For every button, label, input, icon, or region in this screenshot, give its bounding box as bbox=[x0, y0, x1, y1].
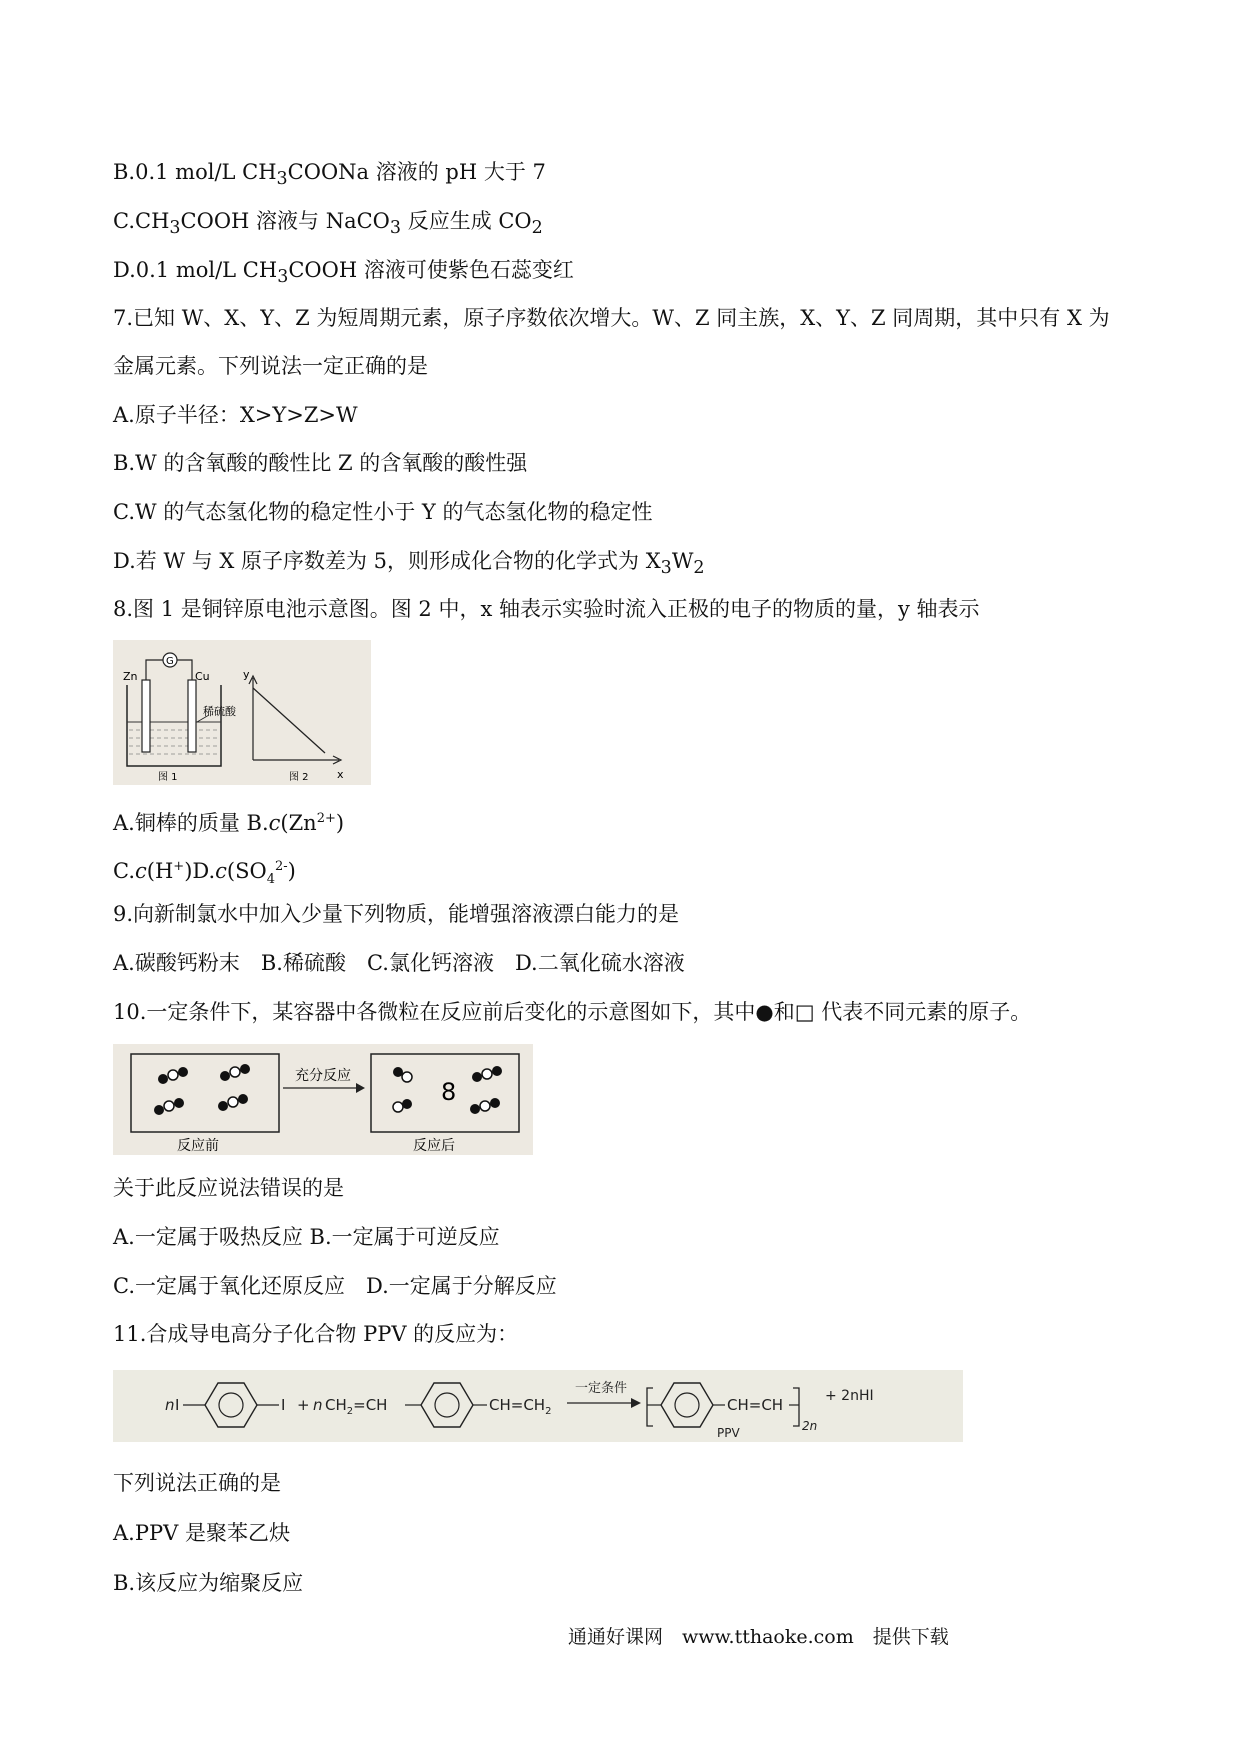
ppv-label: PPV bbox=[717, 1426, 740, 1440]
molecule-before-4 bbox=[218, 1094, 248, 1111]
polymer-unit: CH=CH bbox=[727, 1396, 784, 1414]
molecule-after-4 bbox=[470, 1098, 500, 1114]
molecule-before-2 bbox=[220, 1064, 250, 1081]
plus-sign: + bbox=[297, 1396, 310, 1414]
q9-stem: 9.向新制氯水中加入少量下列物质，能增强溶液漂白能力的是 bbox=[113, 902, 680, 926]
vinyl-b: $CH=CH_2$ bbox=[489, 1396, 552, 1417]
degree-subscript: 2n bbox=[802, 1419, 818, 1433]
q8-stem: 8.图 1 是铜锌原电池示意图。图 2 中，x 轴表示实验时流入正极的电子的物质的量，y 轴表示 bbox=[113, 597, 980, 621]
fig2-caption: 图 2 bbox=[289, 772, 309, 783]
coef-n1: n bbox=[165, 1396, 175, 1414]
reaction-condition: 一定条件 bbox=[575, 1381, 628, 1396]
galvanometer-label: G bbox=[166, 656, 174, 667]
q7-option-a: A.原子半径：X>Y>Z>W bbox=[113, 403, 358, 427]
iodine-1: I bbox=[175, 1396, 180, 1414]
molecule-after-2 bbox=[393, 1099, 412, 1112]
o2-molecule: 8 bbox=[441, 1078, 457, 1106]
iodine-2: I bbox=[281, 1396, 286, 1414]
coef-n2: n bbox=[313, 1396, 323, 1414]
ppv-reaction-equation bbox=[113, 1370, 963, 1442]
before-label: 反应前 bbox=[177, 1138, 219, 1154]
fig1-caption: 图 1 bbox=[158, 772, 178, 783]
molecule-before-1 bbox=[158, 1067, 188, 1084]
y-axis-label: y bbox=[243, 668, 250, 681]
benzene-ring-3 bbox=[661, 1383, 713, 1427]
option-d-line: D.0.1 mol/L $CH_3COOH$ 溶液可使紫色石蕊变红 bbox=[113, 258, 574, 288]
molecule-after-1 bbox=[393, 1067, 412, 1082]
q10-question: 关于此反应说法错误的是 bbox=[113, 1176, 344, 1200]
zn-label: Zn bbox=[123, 670, 138, 683]
q7-stem-line1: 7.已知 W、X、Y、Z 为短周期元素，原子序数依次增大。W、Z 同主族，X、Y、Z 同周期，其中只有 X 为 bbox=[113, 306, 1110, 330]
benzene-ring-1 bbox=[205, 1383, 257, 1427]
vinyl-a: $CH_2=CH$ bbox=[325, 1396, 388, 1417]
q11-option-b: B.该反应为缩聚反应 bbox=[113, 1571, 304, 1595]
q8-options-ab: A.铜棒的质量 $B.c(Zn^{2+})$ bbox=[113, 811, 345, 835]
benzene-ring-2 bbox=[421, 1383, 473, 1427]
cu-label: Cu bbox=[195, 670, 210, 683]
option-b-line: B.0.1 mol/L $CH_3COONa$ 溶液的 pH 大于 7 bbox=[113, 160, 546, 190]
molecule-after-3 bbox=[472, 1066, 502, 1082]
q7-option-c: C.W 的气态氢化物的稳定性小于 Y 的气态氢化物的稳定性 bbox=[113, 500, 653, 524]
option-c-line: $C.CH_3COOH$ 溶液与 NaCO$_3$ 反应生成 $CO_2$ bbox=[113, 209, 543, 239]
q7-option-d: D.若 W 与 X 原子序数差为 5，则形成化合物的化学式为 $X_3W_2$ bbox=[113, 549, 705, 579]
molecule-before-3 bbox=[154, 1098, 184, 1115]
q11-question: 下列说法正确的是 bbox=[113, 1471, 281, 1495]
footer-source: 通通好课网 www.tthaoke.com 提供下载 bbox=[568, 1626, 949, 1648]
q10-stem: 10.一定条件下，某容器中各微粒在反应前后变化的示意图如下，其中●和□ 代表不同元素的原子。 bbox=[113, 1000, 1032, 1024]
q11-option-a: A.PPV 是聚苯乙炔 bbox=[113, 1521, 290, 1545]
q9-options: A.碳酸钙粉末 B.稀硫酸 C.氯化钙溶液 D.二氧化硫水溶液 bbox=[113, 951, 685, 975]
q11-stem: 11.合成导电高分子化合物 PPV 的反应为： bbox=[113, 1322, 519, 1346]
reaction-particles-figure bbox=[113, 1044, 533, 1155]
byproduct-hi: + 2nHI bbox=[825, 1388, 874, 1404]
q10-options-cd: C.一定属于氧化还原反应 D.一定属于分解反应 bbox=[113, 1274, 557, 1298]
q10-options-ab: A.一定属于吸热反应 B.一定属于可逆反应 bbox=[113, 1225, 500, 1249]
q8-options-cd: $C.c(H^+)D.c(SO_4^{2-})$ bbox=[113, 859, 296, 888]
q7-stem-line2: 金属元素。下列说法一定正确的是 bbox=[113, 354, 428, 378]
arrow-label: 充分反应 bbox=[295, 1068, 351, 1084]
q7-option-b: B.W 的含氧酸的酸性比 Z 的含氧酸的酸性强 bbox=[113, 451, 528, 475]
after-label: 反应后 bbox=[413, 1138, 455, 1154]
acid-label: 稀硫酸 bbox=[203, 705, 236, 718]
galvanic-cell-figure bbox=[113, 640, 371, 785]
x-axis-label: x bbox=[337, 768, 344, 781]
